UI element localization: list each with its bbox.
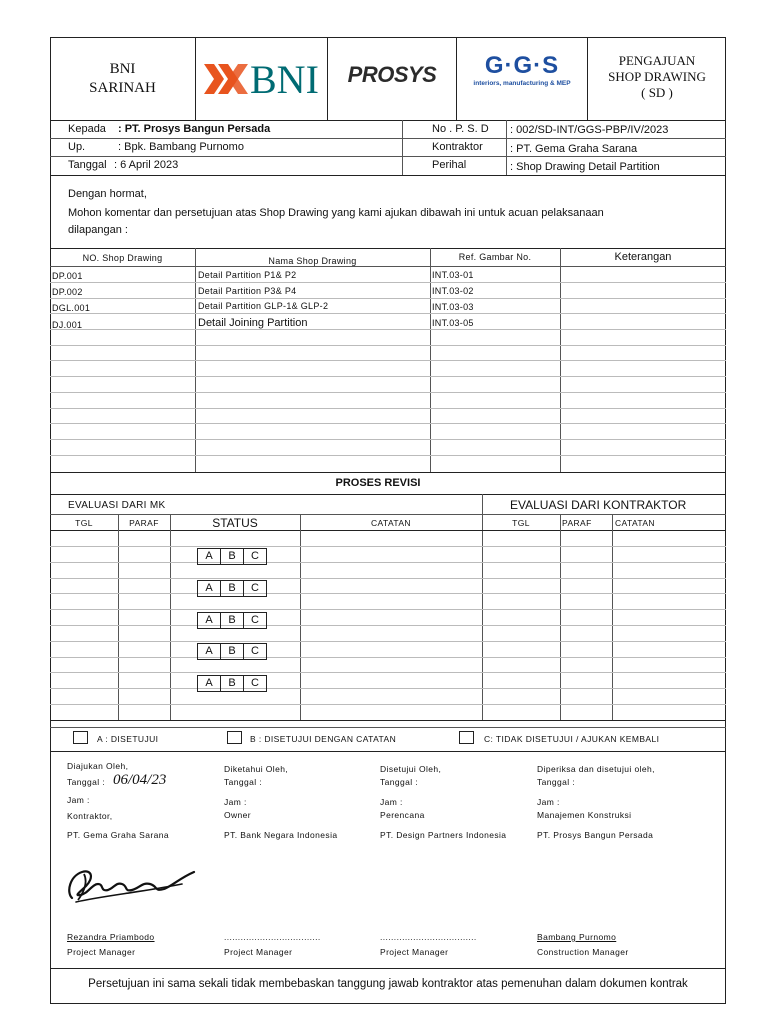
col-nama-shop-drawing: Nama Shop Drawing	[268, 256, 357, 266]
col-mk-paraf: PARAF	[129, 518, 159, 528]
grid-rule	[50, 625, 726, 626]
footer-disclaimer: Persetujuan ini sama sekali tidak membebaskan tanggung jawab kontraktor atas pemenuhan dalam dokumen kontrak	[88, 978, 688, 990]
status-a[interactable]: A	[198, 581, 221, 596]
evaluasi-mk-title: EVALUASI DARI MK	[68, 500, 166, 511]
col-mk-catatan: CATATAN	[371, 518, 411, 528]
grid-rule	[50, 282, 726, 283]
col-k-catatan: CATATAN	[615, 518, 655, 528]
status-a[interactable]: A	[198, 644, 221, 659]
kepada-value: : PT. Prosys Bangun Persada	[118, 123, 271, 135]
status-b[interactable]: B	[221, 644, 244, 659]
grid-rule	[50, 704, 726, 705]
col-mk-tgl: TGL	[75, 518, 93, 528]
col-ref-gambar: Ref. Gambar No.	[458, 252, 532, 262]
status-b[interactable]: B	[221, 549, 244, 564]
grid-rule	[50, 345, 726, 346]
status-selector[interactable]	[197, 675, 267, 692]
status-selector[interactable]	[197, 548, 267, 565]
bni-logo: BNI	[198, 42, 326, 116]
kontraktor-label: Kontraktor	[432, 141, 483, 153]
psd-number-value: : 002/SD-INT/GGS-PBP/IV/2023	[510, 124, 669, 136]
prosys-logo: PROSYS	[347, 62, 437, 87]
ggs-logo: G·G·S interiors, manufacturing & MEP	[473, 52, 571, 87]
legend-a-checkbox[interactable]	[73, 731, 88, 744]
status-c[interactable]: C	[251, 550, 259, 562]
col-no-shop-drawing: NO. Shop Drawing	[82, 253, 163, 263]
up-label: Up.	[68, 141, 86, 153]
legend-c-label: C: TIDAK DISETUJUI / AJUKAN KEMBALI	[484, 734, 660, 744]
evaluasi-kontraktor-title: EVALUASI DARI KONTRAKTOR	[510, 498, 687, 512]
grid-rule	[50, 439, 726, 440]
grid-rule	[50, 408, 726, 409]
kepada-label: Kepada	[68, 123, 106, 135]
status-c[interactable]: C	[251, 645, 259, 657]
tanggal-label: Tanggal	[68, 159, 107, 171]
grid-rule	[50, 360, 726, 361]
perihal-label: Perihal	[432, 159, 467, 171]
grid-rule	[50, 298, 726, 299]
grid-rule	[50, 455, 726, 456]
signature-icon	[62, 862, 202, 912]
grid-rule	[50, 423, 726, 424]
letter-body-line2: dilapangan :	[68, 224, 128, 236]
status-a[interactable]: A	[198, 613, 221, 628]
status-selector[interactable]	[197, 580, 267, 597]
letter-greeting: Dengan hormat,	[68, 188, 147, 200]
client-name: BNI SARINAH	[89, 61, 156, 96]
grid-rule	[50, 546, 726, 547]
status-a[interactable]: A	[198, 549, 221, 564]
status-c[interactable]: C	[251, 582, 259, 594]
legend-b-checkbox[interactable]	[227, 731, 242, 744]
grid-rule	[50, 376, 726, 377]
status-selector[interactable]	[197, 643, 267, 660]
grid-rule	[50, 562, 726, 563]
status-b[interactable]: B	[221, 676, 244, 691]
up-value: : Bpk. Bambang Purnomo	[118, 141, 244, 153]
grid-rule	[50, 578, 726, 579]
grid-rule	[50, 641, 726, 642]
grid-rule	[50, 672, 726, 673]
letter-body-line1: Mohon komentar dan persetujuan atas Shop Drawing yang kami ajukan dibawah ini untuk acuan pelaksanaan	[68, 207, 604, 219]
legend-b-label: B : DISETUJUI DENGAN CATATAN	[250, 734, 397, 744]
grid-rule	[50, 313, 726, 314]
status-selector[interactable]	[197, 612, 267, 629]
grid-rule	[50, 392, 726, 393]
psd-number-label: No . P. S. D	[432, 123, 489, 135]
col-keterangan: Keterangan	[614, 251, 672, 263]
status-b[interactable]: B	[221, 581, 244, 596]
legend-a-label: A : DISETUJUI	[97, 734, 159, 744]
col-mk-status: STATUS	[212, 516, 258, 530]
document-title: PENGAJUAN SHOP DRAWING ( SD )	[608, 53, 706, 100]
kontraktor-value: : PT. Gema Graha Sarana	[510, 143, 638, 155]
grid-rule	[50, 609, 726, 610]
perihal-value: : Shop Drawing Detail Partition	[510, 161, 660, 173]
tanggal-value: : 6 April 2023	[114, 159, 179, 171]
grid-rule	[50, 329, 726, 330]
legend-c-checkbox[interactable]	[459, 731, 474, 744]
proses-revisi-title: PROSES REVISI	[335, 477, 421, 489]
header-divider	[50, 120, 726, 121]
col-k-tgl: TGL	[512, 518, 530, 528]
handwritten-date: 06/04/23	[113, 772, 167, 788]
status-a[interactable]: A	[198, 676, 221, 691]
status-b[interactable]: B	[221, 613, 244, 628]
grid-rule	[50, 593, 726, 594]
status-c[interactable]: C	[251, 614, 259, 626]
grid-rule	[50, 688, 726, 689]
col-k-paraf: PARAF	[562, 518, 592, 528]
grid-rule	[50, 657, 726, 658]
status-c[interactable]: C	[251, 677, 259, 689]
